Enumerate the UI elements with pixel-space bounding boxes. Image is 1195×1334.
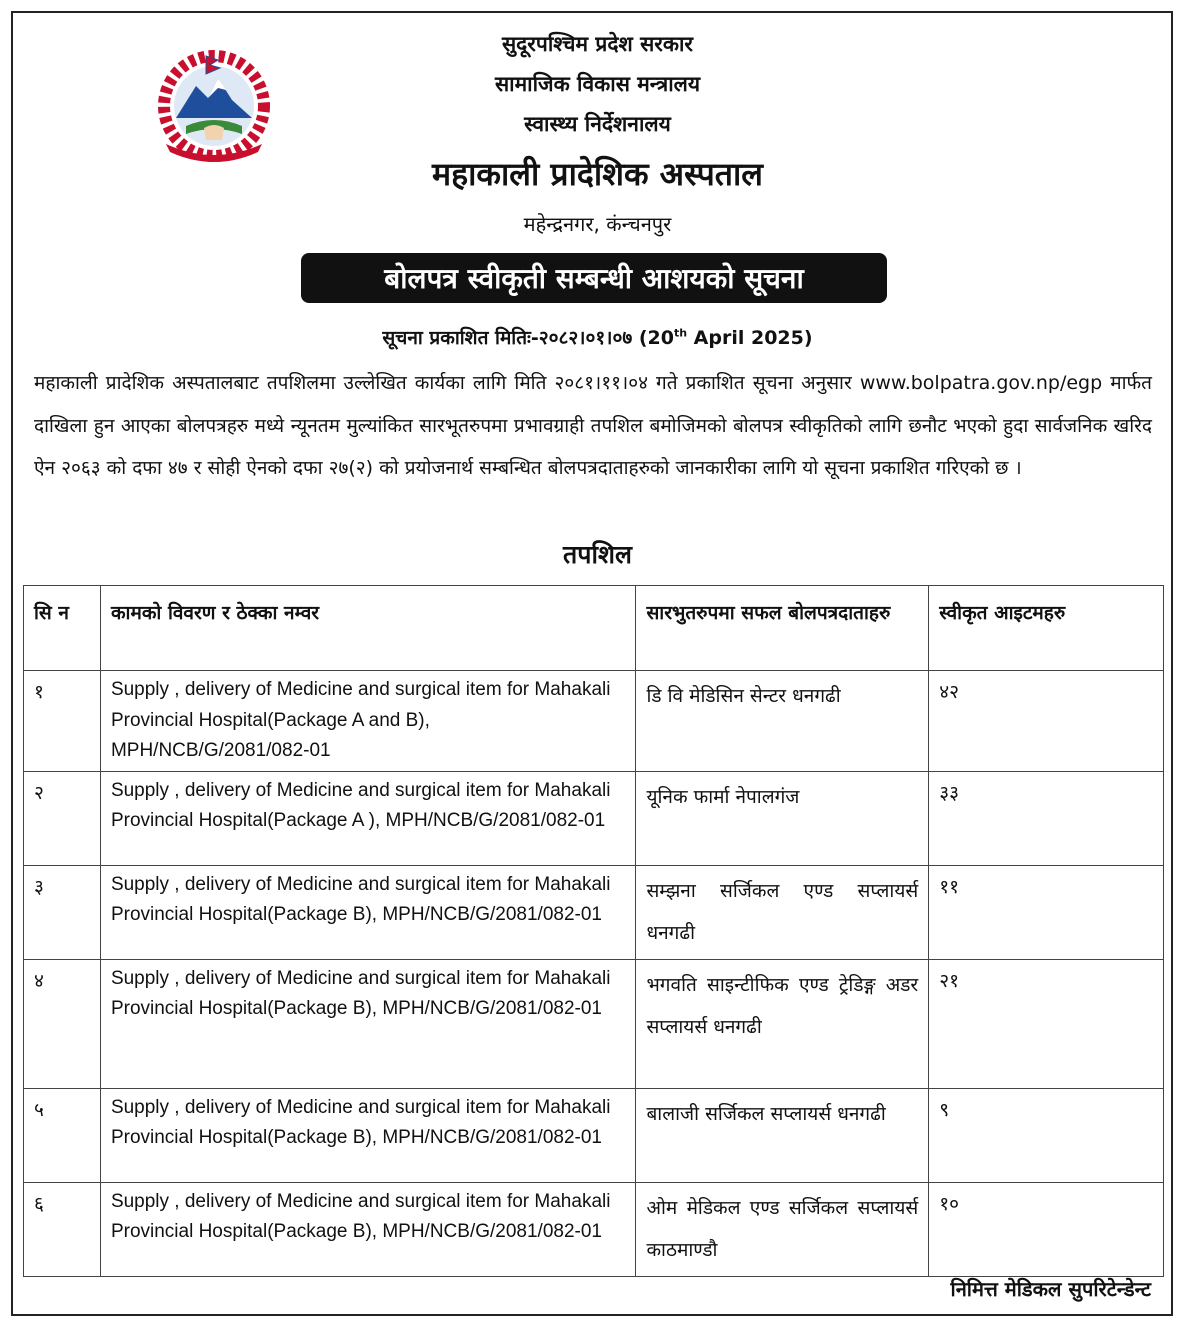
row-bidder: बालाजी सर्जिकल सप्लायर्स धनगढी — [636, 1088, 929, 1182]
publication-date-sup: th — [673, 326, 688, 340]
row-items: ३३ — [929, 771, 1164, 865]
row-items: १० — [929, 1182, 1164, 1276]
section-title: तपशिल — [563, 540, 632, 569]
row-description: Supply , delivery of Medicine and surgical item for Mahakali Provincial Hospital(Package B), MPH/NCB/G/2081/082-01 — [100, 1182, 636, 1276]
row-bidder: ओम मेडिकल एण्ड सर्जिकल सप्लायर्स काठमाण्डौ — [636, 1182, 929, 1276]
row-sn: ४ — [24, 959, 101, 1088]
table-row — [24, 771, 1164, 865]
table-row — [24, 1182, 1164, 1276]
table-header-row — [24, 586, 1164, 671]
notice-title: बोलपत्र स्वीकृती सम्बन्धी आशयको सूचना — [384, 262, 804, 295]
row-sn: ६ — [24, 1182, 101, 1276]
row-sn: ३ — [24, 865, 101, 959]
row-items: ४२ — [929, 671, 1164, 772]
row-bidder: सम्झना सर्जिकल एण्ड सप्लायर्स धनगढी — [636, 865, 929, 959]
table-row — [24, 865, 1164, 959]
row-bidder: भगवति साइन्टीफिक एण्ड ट्रेडिङ्ग अडर सप्लायर्स धनगढी — [636, 959, 929, 1088]
header-sn: सि न — [24, 586, 101, 671]
ministry-name: सामाजिक विकास मन्त्रालय — [494, 72, 701, 96]
signature-line: निमित्त मेडिकल सुपरिटेन्डेन्ट — [950, 1277, 1151, 1301]
row-items: ९ — [929, 1088, 1164, 1182]
table-row — [24, 1088, 1164, 1182]
row-sn: ५ — [24, 1088, 101, 1182]
row-sn: १ — [24, 671, 101, 772]
row-description: Supply , delivery of Medicine and surgical item for Mahakali Provincial Hospital(Package B), MPH/NCB/G/2081/082-01 — [100, 865, 636, 959]
award-table — [23, 585, 1164, 1277]
header-description: कामको विवरण र ठेक्का नम्वर — [100, 586, 636, 671]
government-name: सुदूरपश्चिम प्रदेश सरकार — [501, 32, 694, 56]
publication-date — [0, 324, 1195, 350]
row-description: Supply , delivery of Medicine and surgical item for Mahakali Provincial Hospital(Package A ), MPH/NCB/G/2081/082-01 — [100, 771, 636, 865]
row-bidder: यूनिक फार्मा नेपालगंज — [636, 771, 929, 865]
row-description: Supply , delivery of Medicine and surgical item for Mahakali Provincial Hospital(Package A and B), MPH/NCB/G/2081/082-01 — [100, 671, 636, 772]
directorate-name: स्वास्थ्य निर्देशनालय — [524, 112, 671, 136]
hospital-address: महेन्द्रनगर, कंन्चनपुर — [523, 212, 672, 236]
row-description: Supply , delivery of Medicine and surgical item for Mahakali Provincial Hospital(Package B), MPH/NCB/G/2081/082-01 — [100, 1088, 636, 1182]
notice-title-banner — [301, 253, 887, 303]
header-bidder: सारभुतरुपमा सफल बोलपत्रदाताहरु — [636, 586, 929, 671]
row-items: ११ — [929, 865, 1164, 959]
notice-body: महाकाली प्रादेशिक अस्पतालबाट तपशिलमा उल्लेखित कार्यका लागि मिति २०८१।११।०४ गते प्रकाशित सूचना अनुसार www.bolpatra.gov.np/egp मार्फत दाखिला हुन आएका बोलपत्रहरु मध्ये न्यूनतम मुल्यांकित सारभूतरुपमा प्रभावग्राही तपशिल बमोजिमको बोलपत्र स्वीकृतिको लागि छनौट भएको हुदा सार्वजनिक खरिद ऐन २०६३ को दफा ४७ र सोही ऐनको दफा २७(२) को प्रयोजनार्थ सम्बन्धित बोलपत्रदाताहरुको जानकारीका लागि यो सूचना प्रकाशित गरिएको छ । — [34, 372, 1152, 479]
header-items: स्वीकृत आइटमहरु — [929, 586, 1164, 671]
row-description: Supply , delivery of Medicine and surgical item for Mahakali Provincial Hospital(Package B), MPH/NCB/G/2081/082-01 — [100, 959, 636, 1088]
nepal-emblem-icon — [146, 48, 282, 166]
row-bidder: डि वि मेडिसिन सेन्टर धनगढी — [636, 671, 929, 772]
table-row — [24, 959, 1164, 1088]
publication-date-prefix: सूचना प्रकाशित मितिः-२०८२।०१।०७ (20 — [382, 327, 674, 349]
row-sn: २ — [24, 771, 101, 865]
row-items: २१ — [929, 959, 1164, 1088]
hospital-name: महाकाली प्रादेशिक अस्पताल — [432, 155, 763, 193]
publication-date-suffix: April 2025) — [687, 327, 813, 349]
table-row — [24, 671, 1164, 772]
